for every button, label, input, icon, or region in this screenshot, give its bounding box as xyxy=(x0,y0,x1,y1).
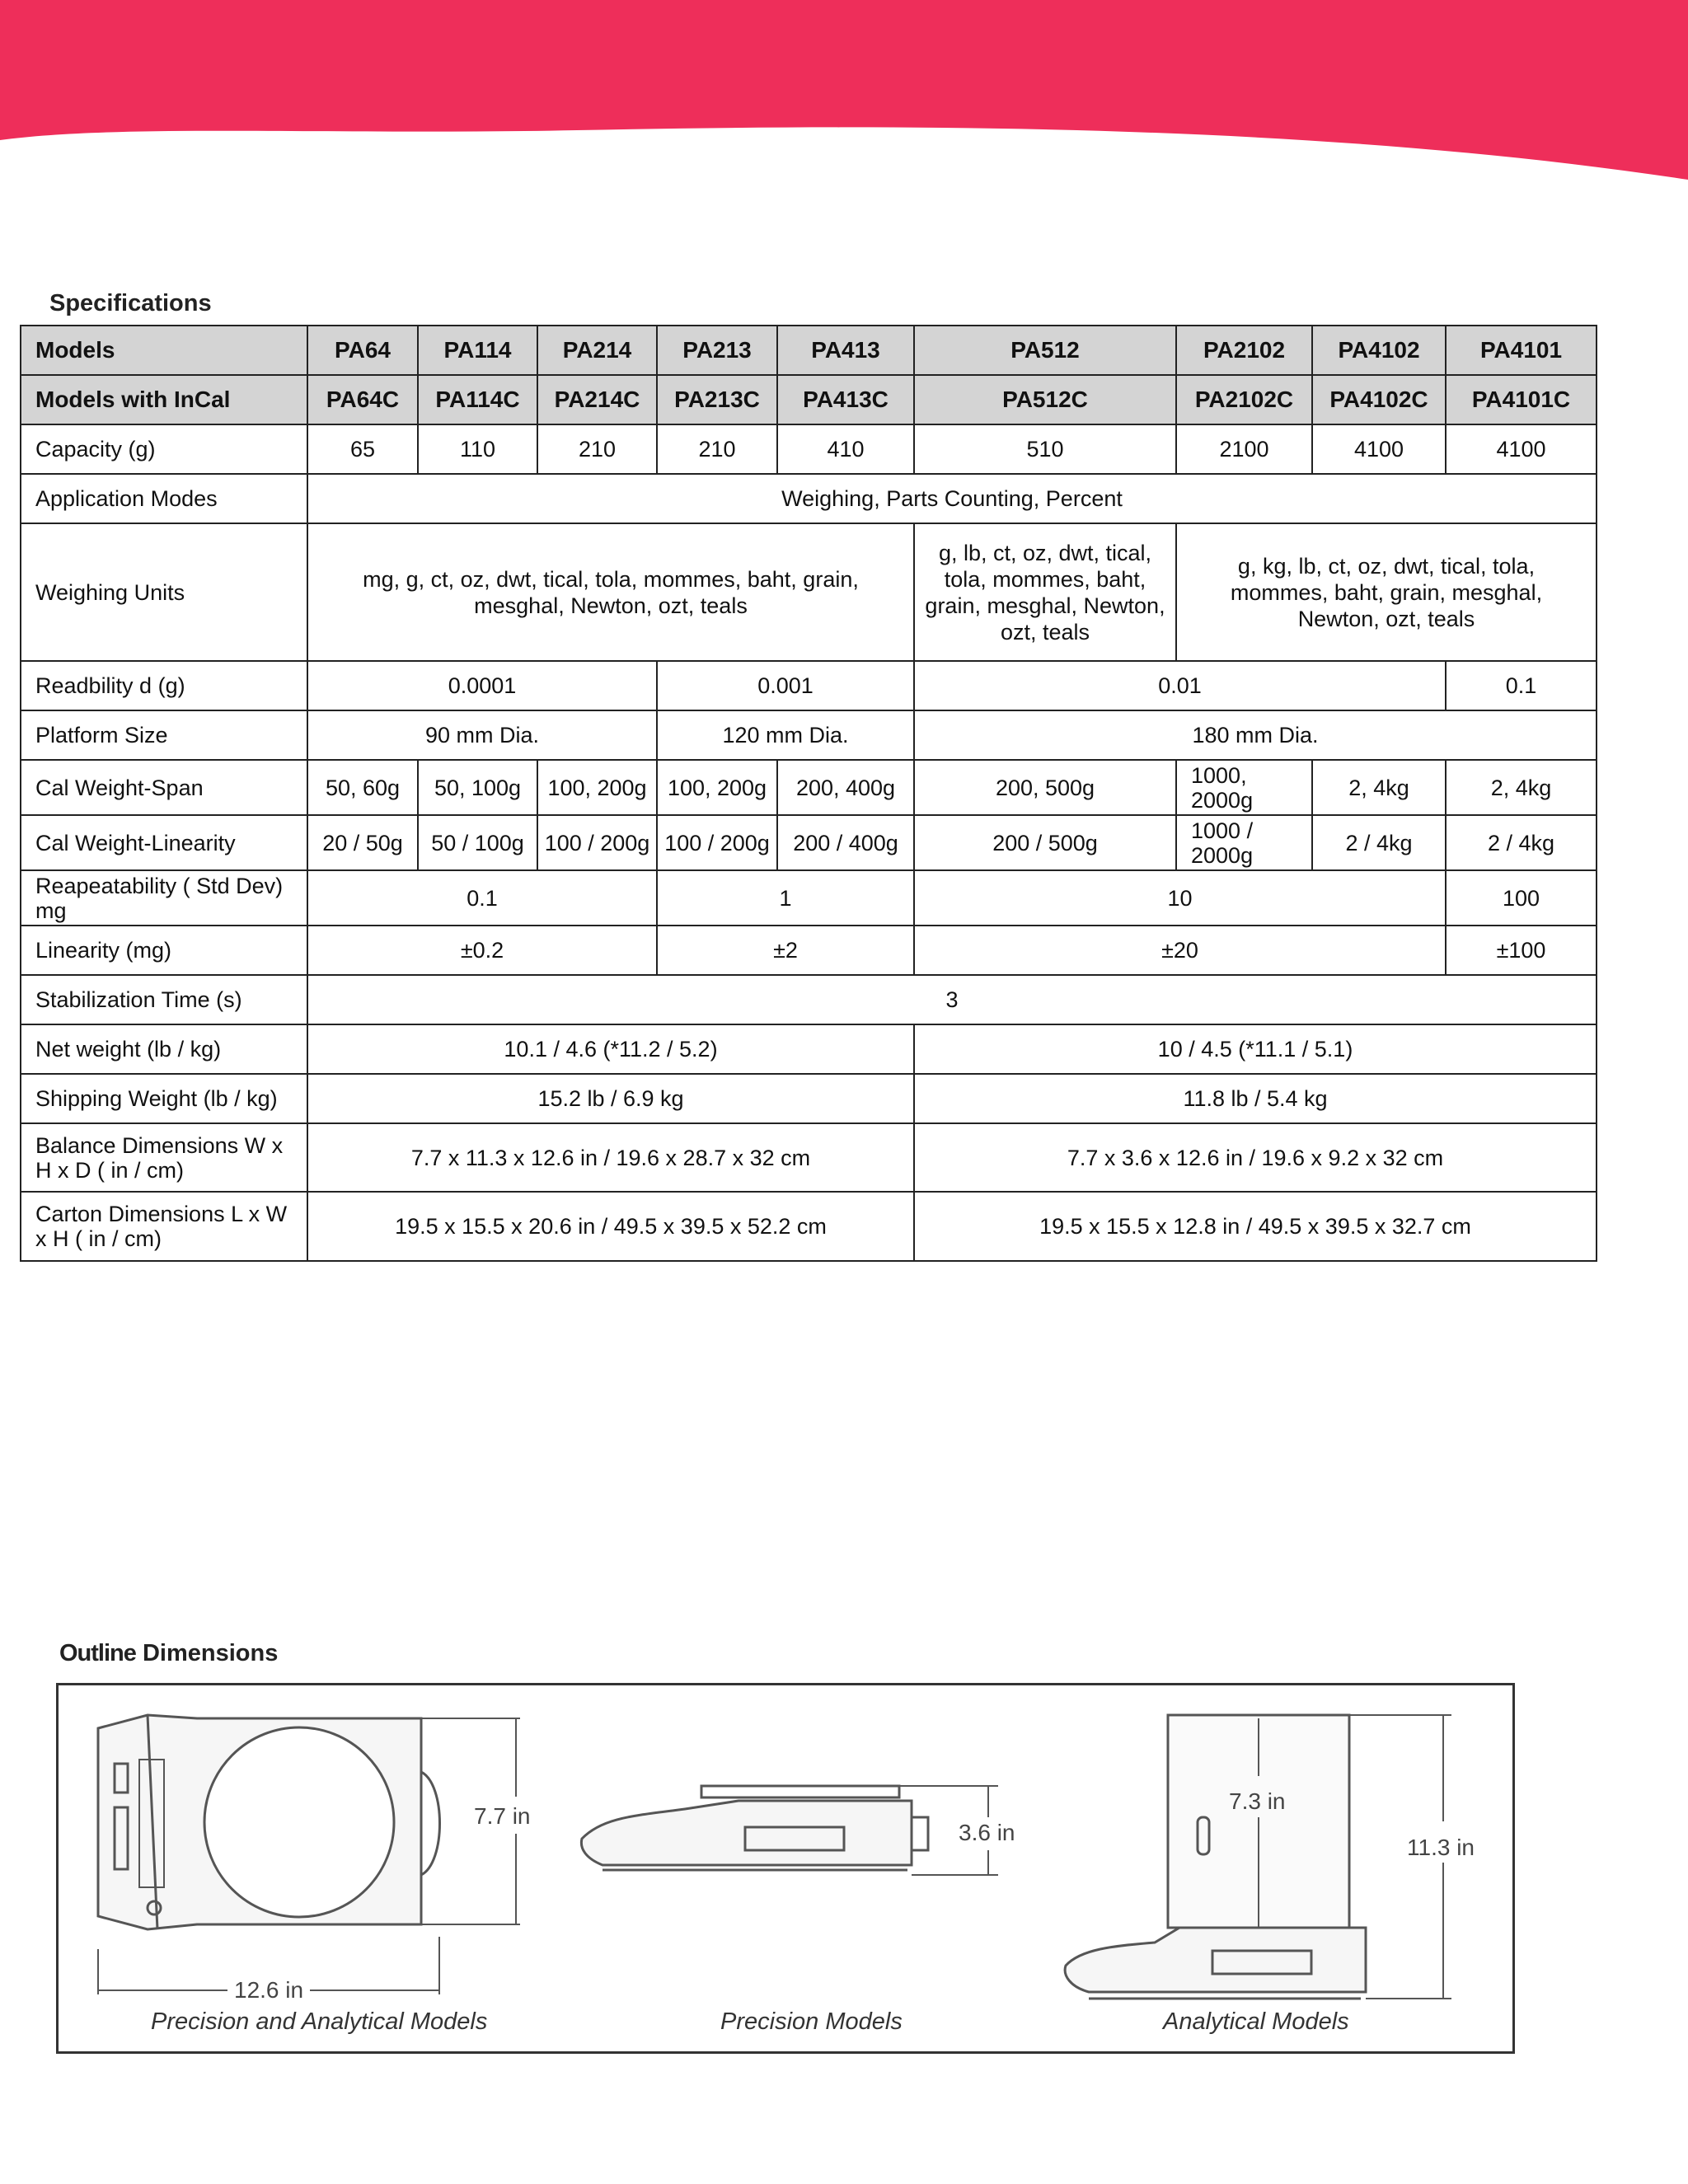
readability-row xyxy=(21,661,1597,710)
precision-view-drawing xyxy=(581,1786,998,1875)
linearity-cell: ±0.2 xyxy=(307,926,657,975)
capacity-cell: 110 xyxy=(418,424,537,474)
linearity-cal-cell: 2 / 4kg xyxy=(1446,815,1597,870)
span-cell: 2, 4kg xyxy=(1312,760,1446,815)
span-cell: 200, 400g xyxy=(777,760,914,815)
span-cell: 100, 200g xyxy=(537,760,657,815)
incal-cell: PA413C xyxy=(777,375,914,424)
analytical-view-drawing xyxy=(1065,1715,1451,1999)
capacity-cell: 65 xyxy=(307,424,418,474)
outline-dimensions-title xyxy=(59,1640,278,1667)
span-cell: 100, 200g xyxy=(657,760,777,815)
carton-dimensions-row xyxy=(21,1192,1597,1261)
row-label: Platform Size xyxy=(21,710,307,760)
row-label: Stabilization Time (s) xyxy=(21,975,307,1024)
outline-drawings xyxy=(59,1685,1517,2056)
outline-dimensions-box xyxy=(56,1683,1515,2054)
platform-size-row xyxy=(21,710,1597,760)
models-row xyxy=(21,326,1597,375)
incal-cell: PA114C xyxy=(418,375,537,424)
platform-cell: 120 mm Dia. xyxy=(657,710,914,760)
platform-cell: 90 mm Dia. xyxy=(307,710,657,760)
linearity-cell: ±100 xyxy=(1446,926,1597,975)
banner-wave xyxy=(0,0,1688,180)
balance-dimensions-row xyxy=(21,1123,1597,1192)
capacity-cell: 4100 xyxy=(1312,424,1446,474)
span-cell: 200, 500g xyxy=(914,760,1176,815)
linearity-cal-cell: 1000 / 2000g xyxy=(1176,815,1312,870)
stabilization-value: 3 xyxy=(307,975,1597,1024)
linearity-cal-cell: 100 / 200g xyxy=(537,815,657,870)
incal-cell: PA4101C xyxy=(1446,375,1597,424)
incal-cell: PA4102C xyxy=(1312,375,1446,424)
repeatability-cell: 1 xyxy=(657,870,914,926)
model-cell: PA64 xyxy=(307,326,418,375)
incal-row xyxy=(21,375,1597,424)
repeatability-cell: 100 xyxy=(1446,870,1597,926)
stabilization-row xyxy=(21,975,1597,1024)
balance-dims-cell: 7.7 x 11.3 x 12.6 in / 19.6 x 28.7 x 32 cm xyxy=(307,1123,914,1192)
net-weight-row xyxy=(21,1024,1597,1074)
incal-cell: PA512C xyxy=(914,375,1176,424)
caption-analytical: Analytical Models xyxy=(1163,2008,1349,2035)
incal-cell: PA64C xyxy=(307,375,418,424)
capacity-cell: 410 xyxy=(777,424,914,474)
outline-title-prefix: Outline xyxy=(59,1640,136,1666)
weighing-units-group-3: g, kg, lb, ct, oz, dwt, tical, tola, mommes, baht, grain, mesghal, Newton, ozt, teals xyxy=(1176,523,1597,661)
capacity-row xyxy=(21,424,1597,474)
shipping-weight-cell: 11.8 lb / 5.4 kg xyxy=(914,1074,1597,1123)
cal-weight-span-row xyxy=(21,760,1597,815)
row-label: Weighing Units xyxy=(21,523,307,661)
precision-height-label: 3.6 in xyxy=(959,1820,1015,1845)
cal-weight-linearity-row xyxy=(21,815,1597,870)
row-label: Readbility d (g) xyxy=(21,661,307,710)
row-label: Cal Weight-Linearity xyxy=(21,815,307,870)
linearity-cal-cell: 100 / 200g xyxy=(657,815,777,870)
capacity-cell: 4100 xyxy=(1446,424,1597,474)
platform-cell: 180 mm Dia. xyxy=(914,710,1597,760)
row-label: Models xyxy=(21,326,307,375)
linearity-cal-cell: 2 / 4kg xyxy=(1312,815,1446,870)
row-label: Net weight (lb / kg) xyxy=(21,1024,307,1074)
row-label: Linearity (mg) xyxy=(21,926,307,975)
row-label: Application Modes xyxy=(21,474,307,523)
depth-dimension-label: 7.7 in xyxy=(474,1803,531,1829)
row-label: Models with InCal xyxy=(21,375,307,424)
span-cell: 50, 60g xyxy=(307,760,418,815)
weighing-units-group-2: g, lb, ct, oz, dwt, tical, tola, mommes, baht, grain, mesghal, Newton, ozt, teals xyxy=(914,523,1176,661)
shipping-weight-row xyxy=(21,1074,1597,1123)
specifications-table xyxy=(20,325,1597,1262)
linearity-cal-cell: 200 / 500g xyxy=(914,815,1176,870)
incal-cell: PA213C xyxy=(657,375,777,424)
caption-precision-analytical: Precision and Analytical Models xyxy=(151,2008,488,2035)
model-cell: PA4101 xyxy=(1446,326,1597,375)
linearity-cal-cell: 20 / 50g xyxy=(307,815,418,870)
top-view-drawing xyxy=(98,1715,520,1994)
linearity-cal-cell: 200 / 400g xyxy=(777,815,914,870)
span-cell: 2, 4kg xyxy=(1446,760,1597,815)
header-banner xyxy=(0,0,1688,190)
model-cell: PA413 xyxy=(777,326,914,375)
repeatability-cell: 10 xyxy=(914,870,1446,926)
linearity-cell: ±2 xyxy=(657,926,914,975)
carton-dims-cell: 19.5 x 15.5 x 20.6 in / 49.5 x 39.5 x 52.2 cm xyxy=(307,1192,914,1261)
model-cell: PA4102 xyxy=(1312,326,1446,375)
readability-cell: 0.1 xyxy=(1446,661,1597,710)
readability-cell: 0.001 xyxy=(657,661,914,710)
repeatability-row xyxy=(21,870,1597,926)
incal-cell: PA214C xyxy=(537,375,657,424)
specifications-title: Specifications xyxy=(49,290,212,316)
capacity-cell: 510 xyxy=(914,424,1176,474)
readability-cell: 0.01 xyxy=(914,661,1446,710)
row-label: Reapeatability ( Std Dev) mg xyxy=(21,870,307,926)
analytical-inner-height-label: 7.3 in xyxy=(1229,1788,1286,1814)
width-dimension-label: 12.6 in xyxy=(234,1977,304,2003)
weighing-units-group-1: mg, g, ct, oz, dwt, tical, tola, mommes, baht, grain, mesghal, Newton, ozt, teals xyxy=(307,523,914,661)
model-cell: PA512 xyxy=(914,326,1176,375)
model-cell: PA214 xyxy=(537,326,657,375)
row-label: Cal Weight-Span xyxy=(21,760,307,815)
span-cell: 50, 100g xyxy=(418,760,537,815)
linearity-cal-cell: 50 / 100g xyxy=(418,815,537,870)
repeatability-cell: 0.1 xyxy=(307,870,657,926)
net-weight-cell: 10.1 / 4.6 (*11.2 / 5.2) xyxy=(307,1024,914,1074)
balance-dims-cell: 7.7 x 3.6 x 12.6 in / 19.6 x 9.2 x 32 cm xyxy=(914,1123,1597,1192)
span-cell: 1000, 2000g xyxy=(1176,760,1312,815)
net-weight-cell: 10 / 4.5 (*11.1 / 5.1) xyxy=(914,1024,1597,1074)
application-modes-value: Weighing, Parts Counting, Percent xyxy=(307,474,1597,523)
shipping-weight-cell: 15.2 lb / 6.9 kg xyxy=(307,1074,914,1123)
row-label: Carton Dimensions L x W x H ( in / cm) xyxy=(21,1192,307,1261)
outline-title-suffix: Dimensions xyxy=(142,1640,279,1666)
analytical-height-label: 11.3 in xyxy=(1407,1835,1475,1860)
row-label: Balance Dimensions W x H x D ( in / cm) xyxy=(21,1123,307,1192)
row-label: Capacity (g) xyxy=(21,424,307,474)
caption-precision: Precision Models xyxy=(720,2008,903,2035)
capacity-cell: 210 xyxy=(537,424,657,474)
readability-cell: 0.0001 xyxy=(307,661,657,710)
model-cell: PA213 xyxy=(657,326,777,375)
model-cell: PA2102 xyxy=(1176,326,1312,375)
linearity-cell: ±20 xyxy=(914,926,1446,975)
linearity-row xyxy=(21,926,1597,975)
capacity-cell: 210 xyxy=(657,424,777,474)
incal-cell: PA2102C xyxy=(1176,375,1312,424)
weighing-units-row xyxy=(21,523,1597,661)
row-label: Shipping Weight (lb / kg) xyxy=(21,1074,307,1123)
carton-dims-cell: 19.5 x 15.5 x 12.8 in / 49.5 x 39.5 x 32.7 cm xyxy=(914,1192,1597,1261)
capacity-cell: 2100 xyxy=(1176,424,1312,474)
model-cell: PA114 xyxy=(418,326,537,375)
application-modes-row xyxy=(21,474,1597,523)
